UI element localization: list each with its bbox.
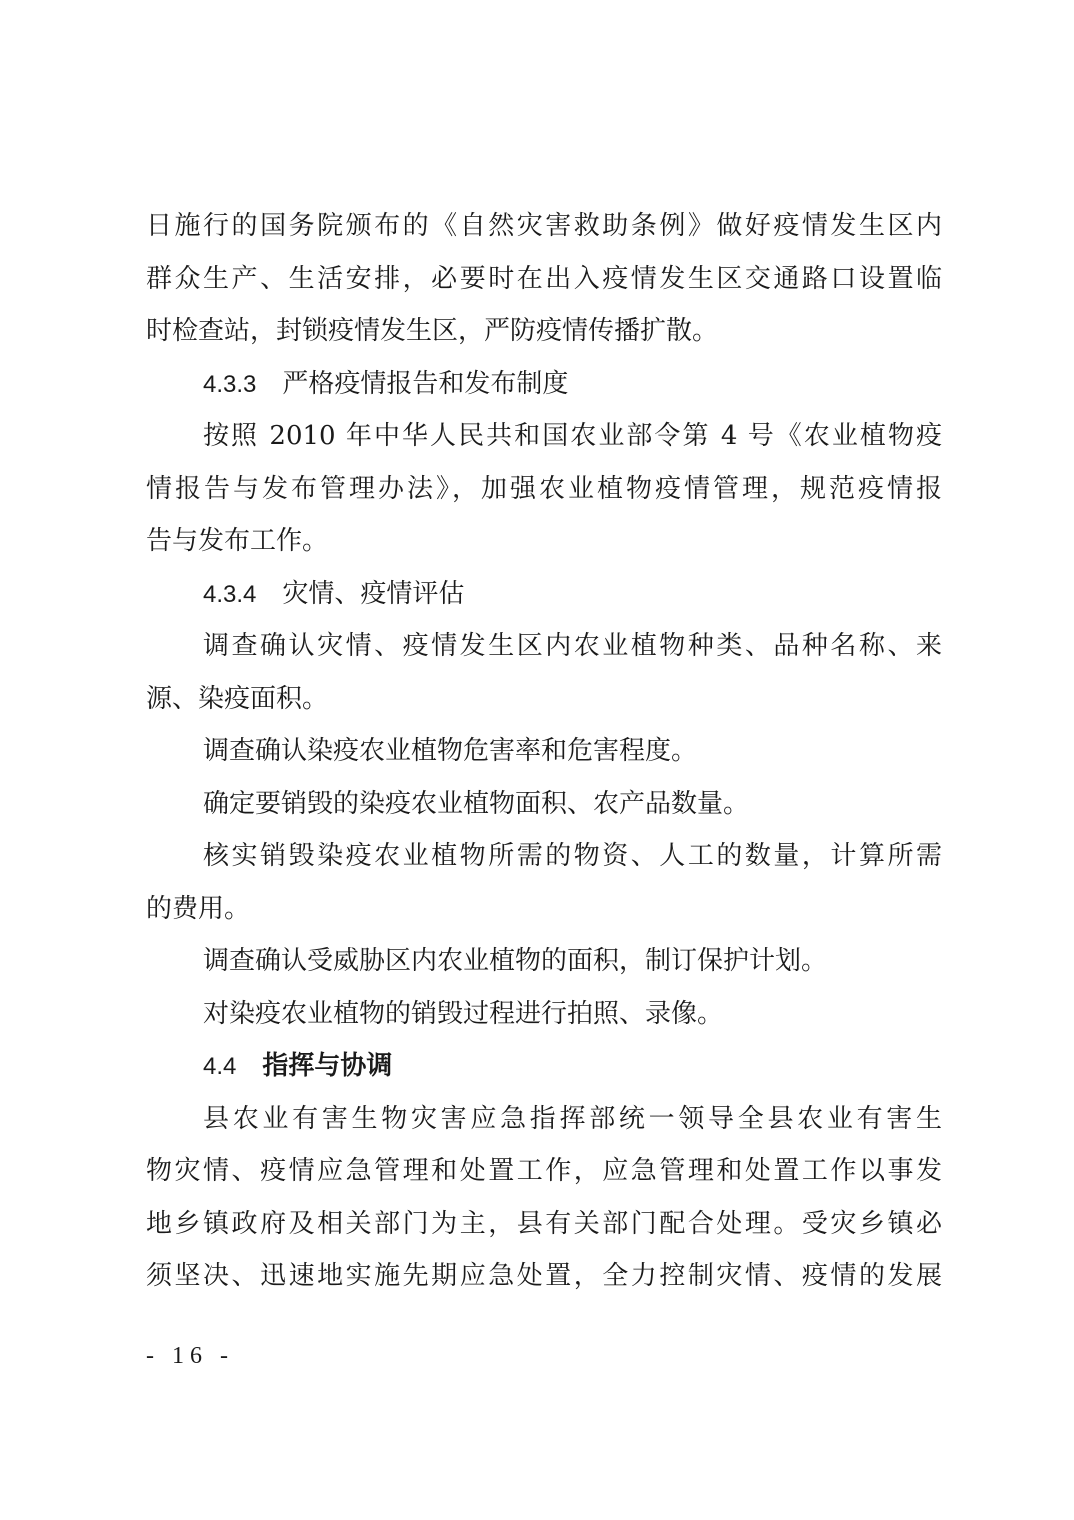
paragraph-line: 确定要销毁的染疫农业植物面积、农产品数量。	[203, 788, 750, 819]
section-heading-4-4	[146, 1040, 942, 1093]
section-number: 4.3.4	[203, 580, 257, 608]
paragraph-line: 日施行的国务院颁布的《自然灾害救助条例》做好疫情发生区内	[146, 211, 942, 241]
paragraph-line: 对染疫农业植物的销毁过程进行拍照、录像。	[203, 998, 724, 1029]
paragraph-line: 时检查站，封锁疫情发生区，严防疫情传播扩散。	[146, 316, 719, 346]
paragraph-line: 地乡镇政府及相关部门为主，县有关部门配合处理。受灾乡镇必	[146, 1208, 942, 1239]
section-number: 4.3.3	[203, 370, 257, 398]
page-number: - 16 -	[146, 1343, 234, 1369]
section-title: 灾情、疫情评估	[282, 578, 465, 609]
document-body	[146, 200, 942, 1303]
paragraph-line: 情报告与发布管理办法》，加强农业植物疫情管理，规范疫情报	[146, 473, 942, 504]
paragraph-line: 核实销毁染疫农业植物所需的物资、人工的数量，计算所需	[203, 841, 942, 871]
paragraph-line: 调查确认灾情、疫情发生区内农业植物种类、品种名称、来	[203, 631, 942, 661]
section-heading-4-3-4	[146, 568, 942, 621]
paragraph-line: 调查确认受威胁区内农业植物的面积，制订保护计划。	[203, 946, 828, 976]
paragraph-line: 物灾情、疫情应急管理和处置工作，应急管理和处置工作以事发	[146, 1156, 942, 1186]
section-title: 严格疫情报告和发布制度	[282, 368, 569, 399]
paragraph-line: 告与发布工作。	[146, 526, 329, 556]
paragraph-line: 源、染疫面积。	[146, 683, 329, 714]
section-heading-4-3-3	[146, 358, 942, 411]
section-title: 指挥与协调	[262, 1051, 393, 1081]
paragraph-line: 群众生产、生活安排，必要时在出入疫情发生区交通路口设置临	[146, 263, 942, 294]
paragraph-line: 按照 2010 年中华人民共和国农业部令第 4 号《农业植物疫	[203, 421, 942, 451]
paragraph-line: 的费用。	[146, 893, 251, 924]
paragraph-line: 调查确认染疫农业植物危害率和危害程度。	[203, 736, 698, 766]
paragraph-line: 须坚决、迅速地实施先期应急处置，全力控制灾情、疫情的发展	[146, 1261, 942, 1291]
paragraph-line: 县农业有害生物灾害应急指挥部统一领导全县农业有害生	[203, 1103, 942, 1134]
section-number: 4.4	[203, 1053, 237, 1080]
